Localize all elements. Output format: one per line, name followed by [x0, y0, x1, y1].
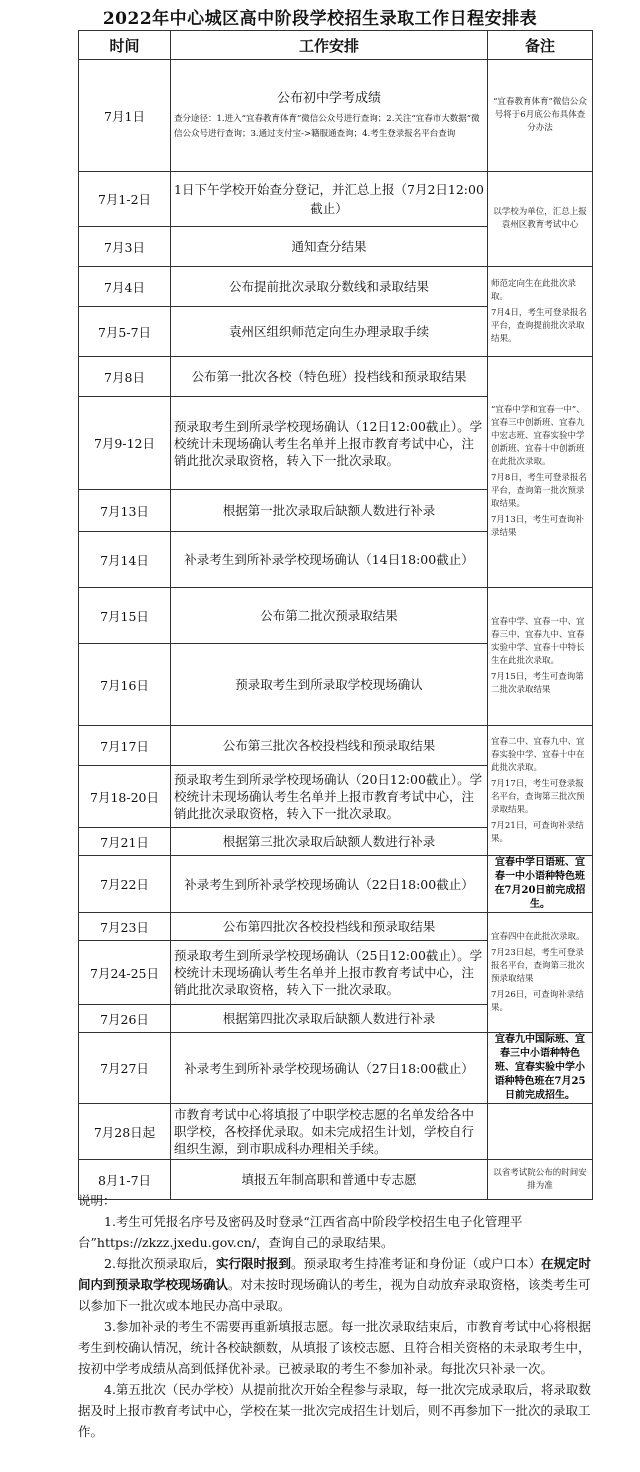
table-row [79, 357, 593, 397]
row-note: 以学校为单位，汇总上报袁州区教育考试中心 [488, 172, 593, 267]
row-note [488, 1104, 593, 1160]
note-item-4: 4.第五批次（民办学校）从提前批次开始全程参与录取，每一批次完成录取后，将录取数据及时上报市教育考试中心，学校在某一批次完成招生计划后，则不再参加下一批次的录取工作。 [78, 1382, 591, 1439]
note-text: 7月8日，考生可登录报名平台，查询第一批次预录取结果。 [491, 473, 587, 509]
note-text: 7月13日，考生可查询补录结果 [491, 515, 584, 538]
note-2-part: 。对未按时现场确认的考生，视为自动放弃录取资格，该类考生可以参加下一批次或本地民办高中录取。 [78, 1277, 591, 1313]
row-date: 7月1-2日 [79, 172, 171, 227]
row-work: 根据第一批次录取后缺额人数进行补录 [171, 490, 488, 532]
row-work: 预录取考生到所录学校现场确认（12日12:00截止）。学校统计未现场确认考生名单并上报市教育考试中心，注销此批次录取资格，转入下一批次录取。 [171, 397, 488, 490]
row-date: 7月21日 [79, 828, 171, 856]
row-work: 通知查分结果 [171, 227, 488, 267]
row-note [488, 726, 593, 856]
note-2-emphasis: 在规定时间内到预录取学校现场确认 [78, 1256, 591, 1292]
row-date: 7月26日 [79, 1005, 171, 1033]
note-text: 7月17日，考生可登录报名平台，查询第三批次预录取结果。 [491, 778, 585, 815]
row-note [488, 267, 593, 357]
row-note: “宜春教育体育”微信公众号将于6月底公布具体查分办法 [488, 60, 593, 172]
row-work: 公布第三批次各校投档线和预录取结果 [171, 726, 488, 766]
row-work: 根据第三批次录取后缺额人数进行补录 [171, 828, 488, 856]
row-work: 填报五年制高职和普通中专志愿 [171, 1160, 488, 1200]
header-time: 时间 [79, 31, 171, 60]
row-work: 市教育考试中心将填报了中职学校志愿的名单发给各中职学校，各校择优录取。如未完成招生计划，学校自行组织生源，到市职成科办理相关手续。 [171, 1104, 488, 1160]
note-text: 宜春四中在此批次录取。 [491, 931, 585, 942]
row-date: 7月18-20日 [79, 766, 171, 828]
row-date: 7月5-7日 [79, 307, 171, 357]
row-date: 7月14日 [79, 532, 171, 588]
note-bold: 宜春九中国际班、宜春三中小语种特色班、宜春实验中学小语种特色班在7月25日前完成招生。 [494, 1034, 586, 1101]
row-date: 7月24-25日 [79, 941, 171, 1005]
row-work: 公布第四批次各校投档线和预录取结果 [171, 913, 488, 941]
row-work: 预录取考生到所录学校现场确认（25日12:00截止）。学校统计未现场确认考生名单并上报市教育考试中心，注销此批次录取资格，转入下一批次录取。 [171, 941, 488, 1005]
note-text: 7月4日，考生可登录报名平台，查询提前批次录取结果。 [491, 307, 587, 344]
row-date: 8月1-7日 [79, 1160, 171, 1200]
row-work-sub: 查分途径：1.进入“宜春教育体育”微信公众号进行查询；2.关注“宜春市大数据”微信公众号进行查询；3.通过支付宝->籍服通查询；4.考生登录报名平台查询 [174, 114, 480, 139]
row-date: 7月17日 [79, 726, 171, 766]
row-date: 7月13日 [79, 490, 171, 532]
table-row [79, 913, 593, 941]
row-work: 补录考生到所补录学校现场确认（27日18:00截止） [171, 1033, 488, 1104]
note-text: 宜春中学、宜春一中、宜春三中、宜春九中、宜春实验中学、宜春十中特长生在此批次录取。 [491, 617, 585, 666]
row-work: 根据第四批次录取后缺额人数进行补录 [171, 1005, 488, 1033]
note-text: 7月15日，考生可查询第二批次录取结果 [491, 672, 584, 695]
row-work: 补录考生到所补录学校现场确认（14日18:00截止） [171, 532, 488, 588]
row-work: 补录考生到所补录学校现场确认（22日18:00截止） [171, 856, 488, 913]
note-text: 宜春二中、宜春九中、宜春实验中学、宜春十中在此批次录取。 [491, 736, 585, 773]
row-work: 公布第二批次预录取结果 [171, 588, 488, 644]
table-row [79, 172, 593, 227]
table-row [79, 1033, 593, 1104]
note-2-part: 2.每批次预录取后， [104, 1256, 216, 1271]
row-date: 7月28日起 [79, 1104, 171, 1160]
note-item-2 [78, 1253, 598, 1316]
row-date: 7月22日 [79, 856, 171, 913]
table-row [79, 60, 593, 172]
row-note [488, 588, 593, 726]
note-item-3: 3.参加补录的考生不需要再重新填报志愿。每一批次录取结束后，市教育考试中心将根据考生到校确认情况，统计各校缺额数，从填报了该校志愿、且符合相关资格的未录取考生中，按初中学考成绩从高到低择优补录。已被录取的考生不参加补录。每批次只补录一次。 [78, 1319, 591, 1376]
row-date: 7月3日 [79, 227, 171, 267]
row-note [488, 913, 593, 1033]
row-date: 7月15日 [79, 588, 171, 644]
row-work: 1日下午学校开始查分登记，并汇总上报（7月2日12:00截止） [171, 172, 488, 227]
row-work-main: 公布初中学考成绩 [276, 91, 381, 106]
note-text: 7月26日，可查询补录结果。 [491, 989, 584, 1013]
table-row [79, 856, 593, 913]
row-work [171, 60, 488, 172]
header-work: 工作安排 [171, 31, 488, 60]
row-date: 7月8日 [79, 357, 171, 397]
note-2-emphasis: 实行限时报到 [215, 1256, 291, 1271]
row-date: 7月23日 [79, 913, 171, 941]
row-work: 预录取考生到所录学校现场确认（20日12:00截止）。学校统计未现场确认考生名单并上报市教育考试中心，注销此批次录取资格，转入下一批次录取。 [171, 766, 488, 828]
row-note [488, 357, 593, 588]
explanation-notes [78, 1190, 598, 1442]
table-header-row [79, 31, 593, 60]
note-text: 师范定向生在此批次录取。 [491, 278, 577, 302]
row-work: 袁州区组织师范定向生办理录取手续 [171, 307, 488, 357]
row-work: 公布第一批次各校（特色班）投档线和预录取结果 [171, 357, 488, 397]
note-2-part: 。预录取考生持准考证和身份证（或户口本） [290, 1256, 541, 1271]
row-work: 预录取考生到所录取学校现场确认 [171, 644, 488, 726]
notes-heading: 说明： [78, 1193, 116, 1208]
note-text: “宜春中学和宜春一中”、宜春三中创新班、宜春九中宏志班、宜春实验中学创新班、宜春十中创新班在此批次录取。 [491, 405, 585, 467]
note-item-1: 1.考生可凭报名序号及密码及时登录“江西省高中阶段学校招生电子化管理平台”https://zkzz.jxedu.gov.cn/，查询自己的录取结果。 [78, 1214, 523, 1250]
row-note [488, 856, 593, 913]
schedule-table [78, 30, 593, 1200]
row-date: 7月1日 [79, 60, 171, 172]
row-date: 7月27日 [79, 1033, 171, 1104]
page-title: 2022年中心城区高中阶段学校招生录取工作日程安排表 [102, 9, 538, 29]
table-row [79, 588, 593, 644]
table-row [79, 1104, 593, 1160]
row-work: 公布提前批次录取分数线和录取结果 [171, 267, 488, 307]
row-date: 7月4日 [79, 267, 171, 307]
row-note [488, 1033, 593, 1104]
row-note: 以省考试院公布的时间安排为准 [488, 1160, 593, 1200]
table-row [79, 726, 593, 766]
note-text: 7月23日起，考生可登录报名平台，查询第三批次预录取结果 [491, 947, 585, 984]
row-date: 7月16日 [79, 644, 171, 726]
row-date: 7月9-12日 [79, 397, 171, 490]
table-row [79, 267, 593, 307]
note-bold: 宜春中学日语班、宜春一中小语种特色班在7月20日前完成招生。 [494, 857, 586, 910]
note-text: 7月21日，可查询补录结果。 [491, 820, 584, 844]
header-note: 备注 [488, 31, 593, 60]
